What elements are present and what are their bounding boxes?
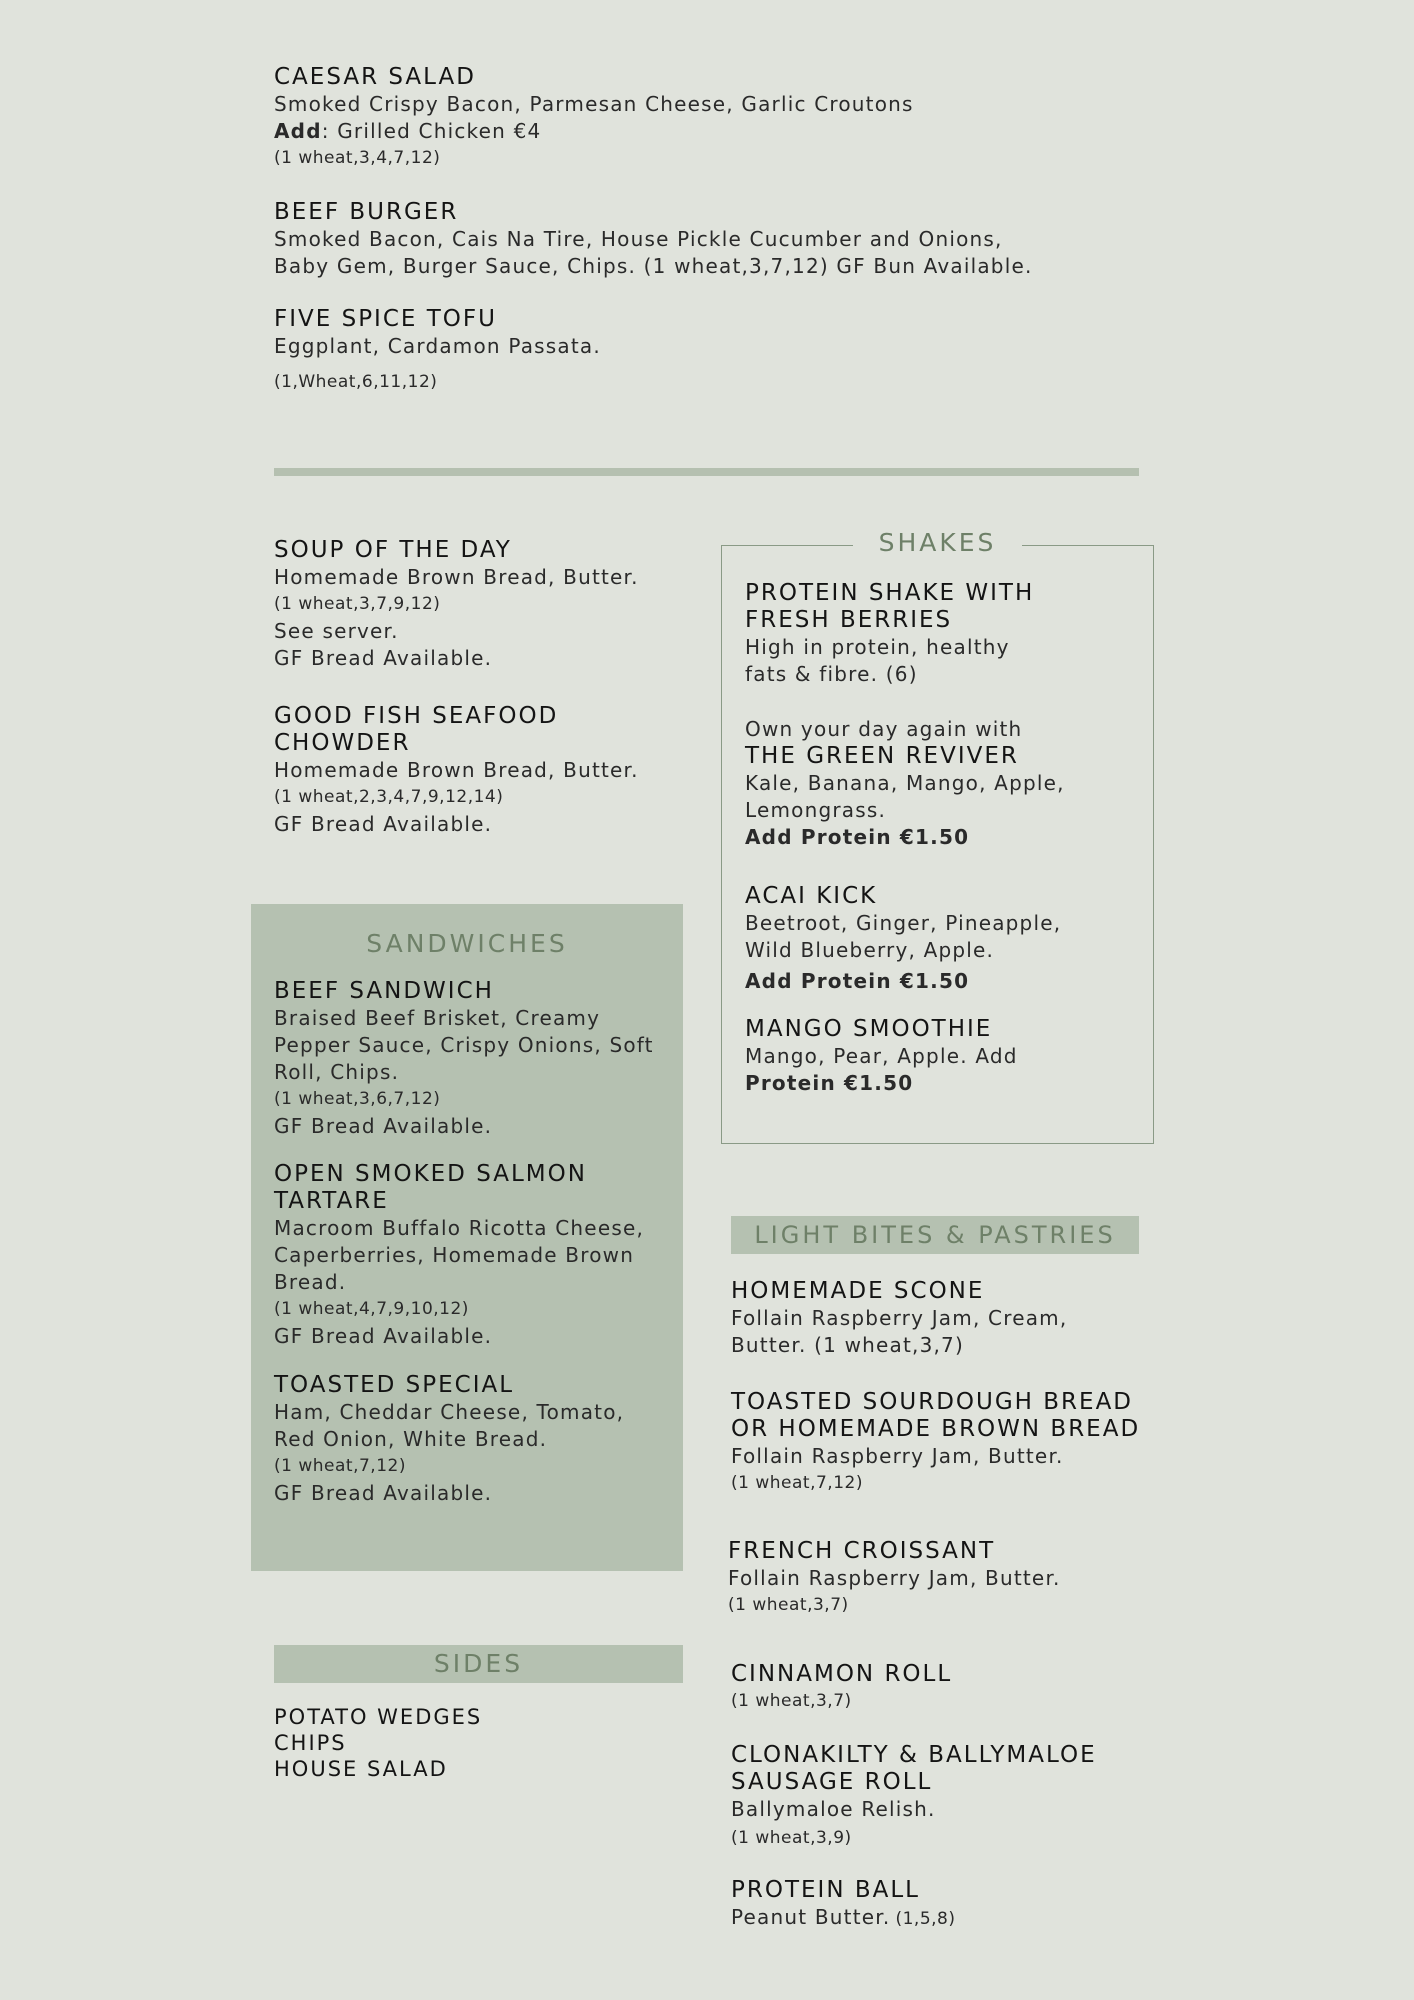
menu-item-soup-of-the-day (274, 537, 639, 672)
add-option: Add Protein €1.50 (745, 825, 970, 849)
menu-item-caesar-salad (274, 64, 914, 172)
item-description: Kale, Banana, Mango, Apple, (745, 771, 1065, 795)
item-note: GF Bread Available. (274, 1114, 493, 1138)
menu-item-protein-shake (745, 580, 1034, 688)
item-note: GF Bread Available. (274, 1481, 493, 1505)
item-allergens: (1 wheat,3,7) (731, 1691, 852, 1711)
item-title: BEEF BURGER (274, 199, 459, 225)
section-heading: SHAKES (853, 528, 1023, 557)
item-title: FIVE SPICE TOFU (274, 306, 497, 332)
item-title: CLONAKILTY & BALLYMALOE (731, 1742, 1097, 1768)
menu-item-toasted-special (274, 1372, 624, 1507)
item-description: Protein €1.50 (745, 1071, 914, 1095)
menu-item-smoked-salmon-tartare (274, 1161, 644, 1350)
shakes-heading-wrap (721, 528, 1154, 557)
item-description: High in protein, healthy (745, 635, 1010, 659)
item-title: BEEF SANDWICH (274, 978, 494, 1004)
item-description: Beetroot, Ginger, Pineapple, (745, 911, 1062, 935)
list-item: HOUSE SALAD (274, 1757, 448, 1781)
item-title: GOOD FISH SEAFOOD (274, 703, 559, 729)
item-title: SAUSAGE ROLL (731, 1769, 933, 1795)
item-intro: Own your day again with (745, 717, 1023, 741)
item-description: Red Onion, White Bread. (274, 1427, 548, 1451)
menu-item-homemade-scone (731, 1278, 1067, 1359)
item-title: FRESH BERRIES (745, 607, 953, 633)
item-description: Bread. (274, 1270, 347, 1294)
item-note: GF Bread Available. (274, 812, 493, 836)
menu-item-acai-kick (745, 883, 1061, 995)
menu-item-protein-ball (731, 1877, 956, 1933)
item-description: Caperberries, Homemade Brown (274, 1243, 635, 1267)
sides-list (274, 1704, 482, 1782)
item-title: CINNAMON ROLL (731, 1661, 953, 1687)
menu-item-toasted-sourdough (731, 1389, 1140, 1497)
item-title: OPEN SMOKED SALMON (274, 1161, 587, 1187)
item-note: GF Bread Available. (274, 1324, 493, 1348)
item-description: Peanut Butter. (731, 1905, 891, 1929)
item-title: TOASTED SOURDOUGH BREAD (731, 1389, 1134, 1415)
item-description: Follain Raspberry Jam, Butter. (728, 1566, 1061, 1590)
menu-item-french-croissant (728, 1538, 1061, 1619)
menu-item-five-spice-tofu (274, 306, 601, 396)
item-title: SOUP OF THE DAY (274, 537, 512, 563)
item-title: MANGO SMOOTHIE (745, 1016, 993, 1042)
menu-item-cinnamon-roll (731, 1661, 952, 1715)
item-description: Follain Raspberry Jam, Cream, (731, 1306, 1068, 1330)
item-title: HOMEMADE SCONE (731, 1278, 985, 1304)
item-title: FRENCH CROISSANT (728, 1538, 996, 1564)
item-allergens: (1 wheat,7,12) (731, 1473, 863, 1493)
item-title: PROTEIN BALL (731, 1877, 920, 1903)
item-note: GF Bread Available. (274, 646, 493, 670)
menu-item-green-reviver (745, 716, 1065, 851)
section-divider (274, 468, 1139, 476)
menu-item-sausage-roll (731, 1742, 1097, 1852)
item-title: CAESAR SALAD (274, 64, 476, 90)
light-bites-heading-band (731, 1216, 1139, 1254)
item-description: Eggplant, Cardamon Passata. (274, 334, 601, 358)
item-description: Smoked Bacon, Cais Na Tire, House Pickle Cucumber and Onions, (274, 227, 1003, 251)
item-title: OR HOMEMADE BROWN BREAD (731, 1416, 1141, 1442)
item-note: See server. (274, 619, 399, 643)
item-title: TARTARE (274, 1188, 389, 1214)
item-description: Butter. (1 wheat,3,7) (731, 1333, 964, 1357)
item-allergens: (1 wheat,3,6,7,12) (274, 1089, 441, 1109)
item-title: TOASTED SPECIAL (274, 1372, 515, 1398)
item-title: PROTEIN SHAKE WITH (745, 580, 1035, 606)
item-description: Braised Beef Brisket, Creamy (274, 1006, 601, 1030)
item-allergens: (1 wheat,3,7,9,12) (274, 594, 441, 614)
item-title: ACAI KICK (745, 883, 878, 909)
item-allergens: (1,Wheat,6,11,12) (274, 372, 438, 392)
section-heading: LIGHT BITES & PASTRIES (754, 1221, 1116, 1249)
item-description: Macroom Buffalo Ricotta Cheese, (274, 1216, 645, 1240)
item-description: Ham, Cheddar Cheese, Tomato, (274, 1400, 625, 1424)
item-description: Lemongrass. (745, 798, 887, 822)
item-description: Pepper Sauce, Crispy Onions, Soft (274, 1033, 654, 1057)
item-allergens: (1 wheat,2,3,4,7,9,12,14) (274, 787, 504, 807)
menu-item-beef-burger (274, 199, 1033, 280)
item-description: Roll, Chips. (274, 1060, 400, 1084)
item-description: Follain Raspberry Jam, Butter. (731, 1444, 1064, 1468)
add-option: Add Protein €1.50 (745, 969, 970, 993)
item-allergens: (1 wheat,3,4,7,12) (274, 148, 441, 168)
list-item: CHIPS (274, 1731, 347, 1755)
item-allergens: (1 wheat,3,9) (731, 1828, 852, 1848)
item-allergens: (1,5,8) (895, 1909, 956, 1929)
add-label: Add (274, 119, 322, 143)
item-title: THE GREEN REVIVER (745, 743, 1019, 769)
item-description: Ballymaloe Relish. (731, 1797, 936, 1821)
item-description: Mango, Pear, Apple. Add (745, 1044, 1018, 1068)
list-item: POTATO WEDGES (274, 1705, 483, 1729)
sides-heading-band (274, 1645, 683, 1683)
item-description: Homemade Brown Bread, Butter. (274, 758, 639, 782)
item-description: fats & fibre. (6) (745, 662, 918, 686)
item-description: Wild Blueberry, Apple. (745, 938, 995, 962)
item-allergens: (1 wheat,4,7,9,10,12) (274, 1299, 469, 1319)
item-title: CHOWDER (274, 730, 411, 756)
item-allergens: (1 wheat,7,12) (274, 1456, 406, 1476)
menu-item-seafood-chowder (274, 703, 639, 838)
section-heading: SIDES (433, 1649, 524, 1678)
menu-item-mango-smoothie (745, 1016, 1018, 1097)
menu-item-beef-sandwich (274, 978, 654, 1140)
section-heading: SANDWICHES (366, 929, 568, 958)
item-allergens: (1 wheat,3,7) (728, 1595, 849, 1615)
item-description: Homemade Brown Bread, Butter. (274, 565, 639, 589)
item-description: Smoked Crispy Bacon, Parmesan Cheese, Garlic Croutons (274, 92, 914, 116)
add-option: : Grilled Chicken €4 (321, 119, 542, 143)
item-description: Baby Gem, Burger Sauce, Chips. (1 wheat,3,7,12) GF Bun Available. (274, 254, 1033, 278)
